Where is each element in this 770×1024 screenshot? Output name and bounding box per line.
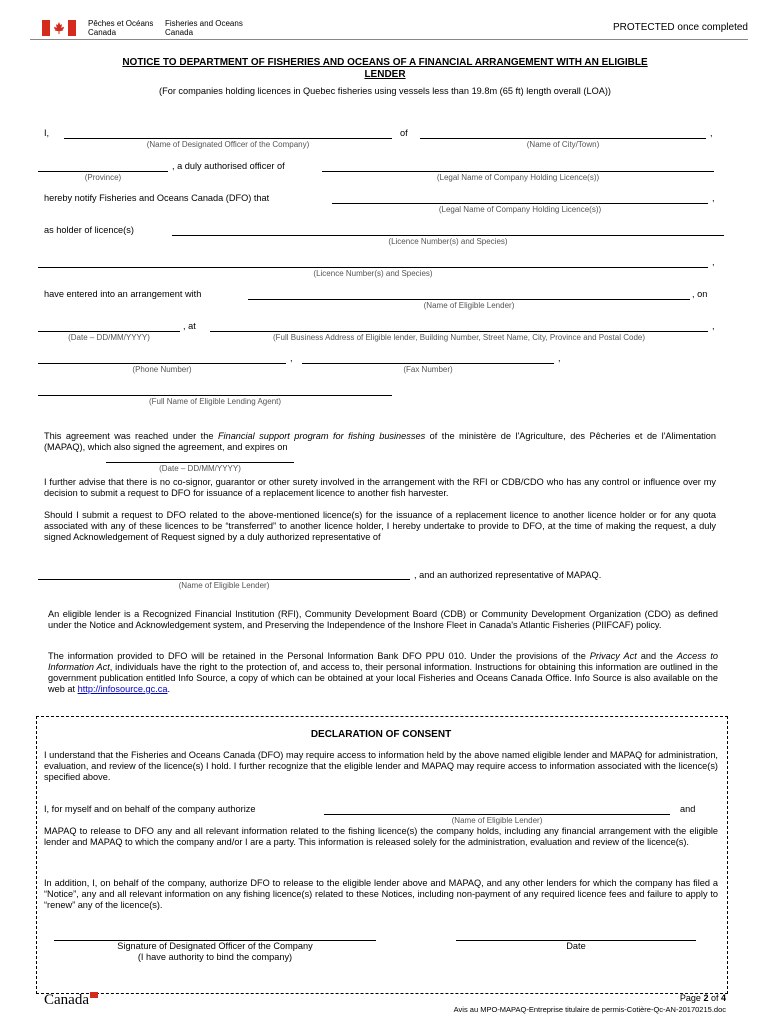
- hint-lender-3: (Name of Eligible Lender): [451, 816, 543, 825]
- company-name-field-2[interactable]: [332, 203, 708, 204]
- company-name-field-1[interactable]: [322, 171, 714, 172]
- lender-name-field-2[interactable]: [38, 579, 410, 580]
- signature-label: Signature of Designated Officer of the Company (I have authority to bind the company): [117, 941, 313, 962]
- mapaq-label: , and an authorized representative of MAPAQ.: [414, 570, 602, 580]
- hint-date-1: (Date – DD/MM/YYYY): [68, 333, 150, 342]
- header-divider: [30, 39, 748, 40]
- hint-company-1: (Legal Name of Company Holding Licence(s)): [436, 173, 600, 182]
- consent-paragraph-3: In addition, I, on behalf of the company, authorize DFO to release to the eligible lender above and MAPAQ, and any other lenders for which the company has filed a “Notice”, any and all relevant information on any fishing licence(s) related to these Notices, including non-payment of any required licence fees and failure to apply to “renew” any of the licence(s).: [44, 878, 718, 910]
- consent-paragraph-1: I understand that the Fisheries and Oceans Canada (DFO) may require access to information held by the above named eligible lender and MAPAQ for administration, evaluation, and review of the licence(s) I hold. I further recognize that the eligible lender and MAPAQ may require access to information associated with the licence(s) specified above.: [44, 750, 718, 782]
- agreement-paragraph: This agreement was reached under the Financial support program for fishing businesses of the ministère de l'Agriculture, des Pêcheries et de l'Alimentation (MAPAQ), which also signed the agreement, and expires on: [44, 431, 716, 452]
- page-number: Page 2 of 4: [679, 993, 726, 1003]
- hint-phone: (Phone Number): [132, 365, 192, 374]
- hint-province: (Province): [84, 173, 122, 182]
- comma: ,: [712, 257, 715, 267]
- advise-paragraph: I further advise that there is no co-signor, guarantor or other surety involved in the arrangement with the RFI or CDB/CDO who has any control or influence over my decision to submit a request to DFO for issuance of a replacement licence to another fish harvester.: [44, 477, 716, 498]
- lender-address-field[interactable]: [210, 331, 708, 332]
- holder-label: as holder of licence(s): [44, 225, 134, 235]
- hint-agent: (Full Name of Eligible Lending Agent): [148, 397, 282, 406]
- canada-wordmark: Canada: [44, 992, 98, 1009]
- wordmark-flag-icon: [90, 992, 98, 998]
- infosource-link[interactable]: http://infosource.gc.ca: [77, 684, 168, 694]
- phone-field[interactable]: [38, 363, 286, 364]
- hint-officer: (Name of Designated Officer of the Company): [146, 140, 310, 149]
- hint-company-2: (Legal Name of Company Holding Licence(s)): [438, 205, 602, 214]
- consent-paragraph-2: MAPAQ to release to DFO any and all relevant information related to the fishing licence(s) the company holds, including any financial arrangement with the eligible lender and MAPAQ to which the company and/or I are a party. This information is released solely for the administration, evaluation and review of the licence(s).: [44, 826, 718, 847]
- page-title: NOTICE TO DEPARTMENT OF FISHERIES AND OCEANS OF A FINANCIAL ARRANGEMENT WITH AN ELIGIBLE LENDER: [122, 57, 648, 80]
- fax-field[interactable]: [302, 363, 554, 364]
- hint-fax: (Fax Number): [403, 365, 453, 374]
- city-field[interactable]: [420, 138, 706, 139]
- duly-authorised-label: , a duly authorised officer of: [172, 161, 285, 171]
- file-name: Avis au MPO-MAPAQ-Entreprise titulaire de permis-Cotière-Qc-AN-20170215.doc: [453, 1005, 726, 1014]
- notify-label: hereby notify Fisheries and Oceans Canada (DFO) that: [44, 193, 270, 203]
- hint-city: (Name of City/Town): [526, 140, 600, 149]
- should-paragraph: Should I submit a request to DFO related to the above-mentioned licence(s) for the issuance of a replacement licence to another licence holder or for any quota associated with any of these licences to be “transferred” to another licence holder, I hereby undertake to provide to DFO, at the time of making the request, a duly signed Acknowledgement of Request signed by a duly authorized representative of: [44, 510, 716, 542]
- date-label: Date: [566, 941, 586, 951]
- lender-name-field-1[interactable]: [248, 299, 690, 300]
- department-name-fr: Pêches et Océans Canada: [88, 19, 154, 37]
- hint-lender-2: (Name of Eligible Lender): [178, 581, 270, 590]
- hint-lender-1: (Name of Eligible Lender): [423, 301, 515, 310]
- page-subtitle: (For companies holding licences in Quebec fisheries using vessels less than 19.8m (65 ft) length overall (LOA)): [159, 86, 611, 96]
- licence-field-2[interactable]: [38, 267, 708, 268]
- consent-heading: DECLARATION OF CONSENT: [310, 729, 452, 740]
- at-label: , at: [183, 321, 196, 331]
- canada-flag-icon: [42, 20, 76, 36]
- lending-agent-field[interactable]: [38, 395, 392, 396]
- hint-address: (Full Business Address of Eligible lender, Building Number, Street Name, City, Province and Postal Code): [272, 333, 646, 342]
- privacy-paragraph: The information provided to DFO will be retained in the Personal Information Bank DFO PPU 010. Under the provisions of the Privacy Act and the Access to Information Act, individuals have the right to the protection of, and access to, their personal information. Instructions for obtaining this information are outlined in the government publication entitled Info Source, a copy of which can be obtained at your local Fisheries and Oceans Canada Office. Info Source is also available on the web at http://infosource.gc.ca.: [48, 651, 719, 694]
- licence-field-1[interactable]: [172, 235, 724, 236]
- province-field[interactable]: [38, 171, 168, 172]
- comma: ,: [710, 128, 713, 138]
- comma: ,: [712, 193, 715, 203]
- arrangement-date-field[interactable]: [38, 331, 180, 332]
- of-label: of: [400, 128, 408, 138]
- authorize-label: I, for myself and on behalf of the company authorize: [44, 804, 256, 814]
- on-label: , on: [692, 289, 708, 299]
- comma: ,: [290, 353, 293, 363]
- department-name-en: Fisheries and Oceans Canada: [165, 19, 243, 37]
- hint-date-2: (Date – DD/MM/YYYY): [159, 464, 241, 473]
- lender-name-field-3[interactable]: [324, 814, 670, 815]
- comma: ,: [712, 321, 715, 331]
- eligible-lender-paragraph: An eligible lender is a Recognized Financial Institution (RFI), Community Development Board (CDB) or Community Development Organization (CDO) as defined under the Notice and Acknowledgement system, and Preserving the Independence of the Inshore Fleet in Canada's Atlantic Fisheries (PIIFCAF) policy.: [48, 609, 718, 630]
- hint-licence-1: (Licence Number(s) and Species): [388, 237, 508, 246]
- hint-licence-2: (Licence Number(s) and Species): [313, 269, 433, 278]
- protected-label: PROTECTED once completed: [612, 22, 748, 33]
- and-label: and: [680, 804, 696, 814]
- i-label: I,: [44, 128, 50, 138]
- expiry-date-field[interactable]: [106, 462, 294, 463]
- arrangement-label: have entered into an arrangement with: [44, 289, 202, 299]
- comma: ,: [558, 353, 561, 363]
- officer-name-field[interactable]: [64, 138, 392, 139]
